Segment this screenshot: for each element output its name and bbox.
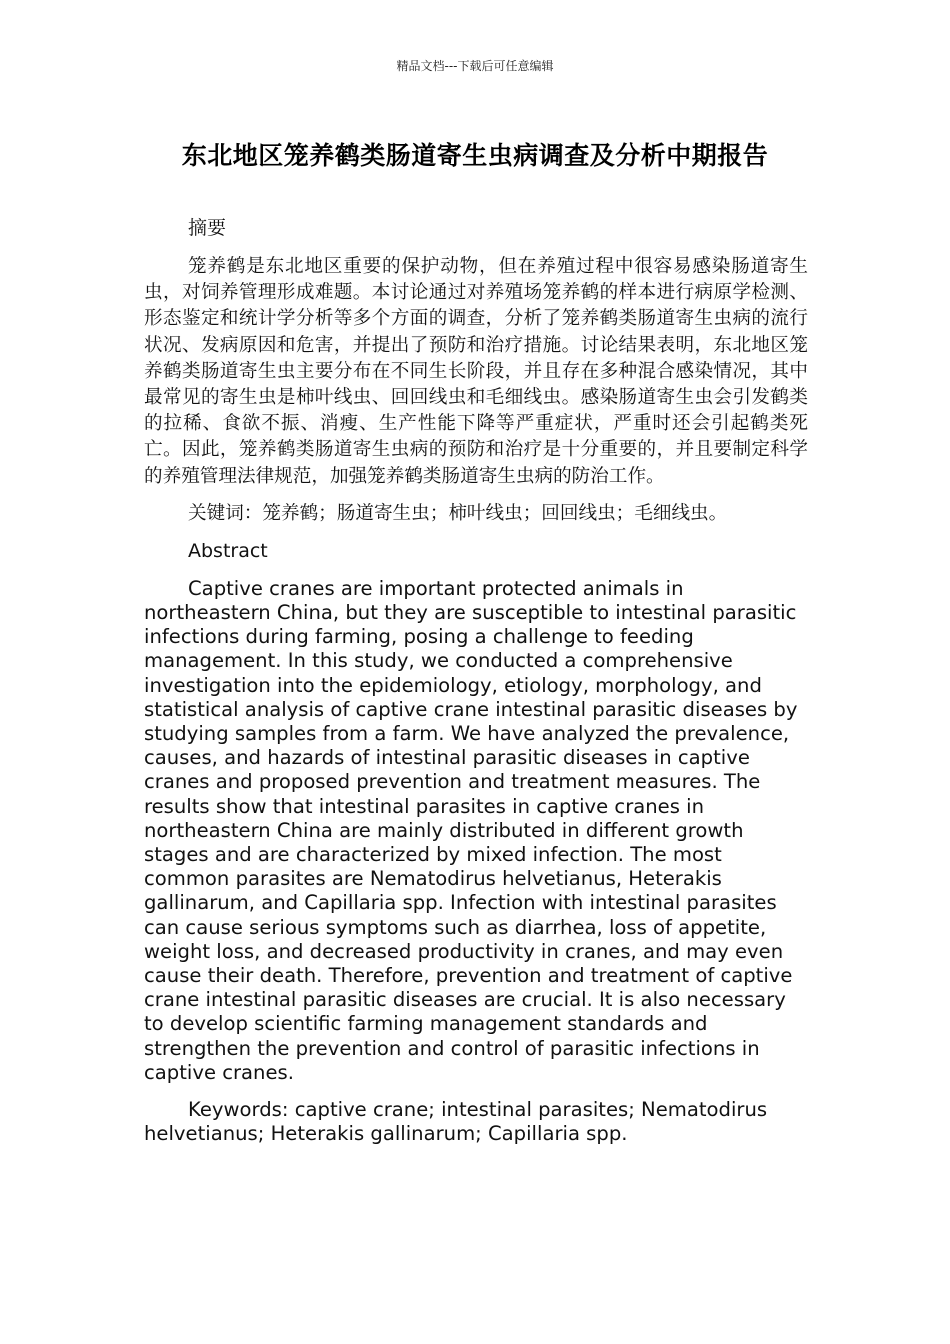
document-title: 东北地区笼养鹤类肠道寄生虫病调查及分析中期报告 bbox=[181, 141, 769, 170]
abstract-en-body: Captive cranes are important protected animals in northeastern China, but they are susceptible to intestinal parasitic infections during farming, posing a challenge to feeding management. In this study, we conducted a comprehensive investigation into the epidemiology, etiology, morphology, and statistical analysis of captive crane intestinal parasitic diseases by studying samples from a farm. We have analyzed the prevalence, causes, and hazards of intestinal parasitic diseases in captive cranes and proposed prevention and treatment measures. The results show that intestinal parasites in captive cranes in northeastern China are mainly distributed in different growth stages and are characterized by mixed infection. The most common parasites are Nematodirus helvetianus, Heterakis gallinarum, and Capillaria spp. Infection with intestinal parasites can cause serious symptoms such as diarrhea, loss of appetite, weight loss, and decreased productivity in cranes, and may even cause their death. Therefore, prevention and treatment of captive crane intestinal parasitic diseases are crucial. It is also necessary to develop scientific farming management standards and strengthen the prevention and control of parasitic infections in captive cranes. bbox=[144, 576, 798, 1084]
abstract-cn-heading: 摘要 bbox=[188, 217, 227, 239]
abstract-en-heading: Abstract bbox=[188, 539, 268, 562]
document-body bbox=[144, 215, 808, 1147]
keywords-en: Keywords: captive crane; intestinal parasites; Nematodirus helvetianus; Heterakis gallinarum; Capillaria spp. bbox=[144, 1098, 768, 1146]
keywords-cn: 关键词：笼养鹤；肠道寄生虫；柿叶线虫；回回线虫；毛细线虫。 bbox=[188, 502, 728, 524]
header-note: 精品文档---下载后可任意编辑 bbox=[396, 59, 554, 73]
abstract-cn-body: 笼养鹤是东北地区重要的保护动物，但在养殖过程中很容易感染肠道寄生虫，对饲养管理形成难题。本讨论通过对养殖场笼养鹤的样本进行病原学检测、形态鉴定和统计学分析等多个方面的调查，分析了笼养鹤类肠道寄生虫病的流行状况、发病原因和危害，并提出了预防和治疗措施。讨论结果表明，东北地区笼养鹤类肠道寄生虫主要分布在不同生长阶段，并且存在多种混合感染情况，其中最常见的寄生虫是柿叶线虫、回回线虫和毛细线虫。感染肠道寄生虫会引发鹤类的拉稀、食欲不振、消瘦、生产性能下降等严重症状，严重时还会引起鹤类死亡。因此，笼养鹤类肠道寄生虫病的预防和治疗是十分重要的，并且要制定科学的养殖管理法律规范，加强笼养鹤类肠道寄生虫病的防治工作。 bbox=[144, 256, 808, 487]
